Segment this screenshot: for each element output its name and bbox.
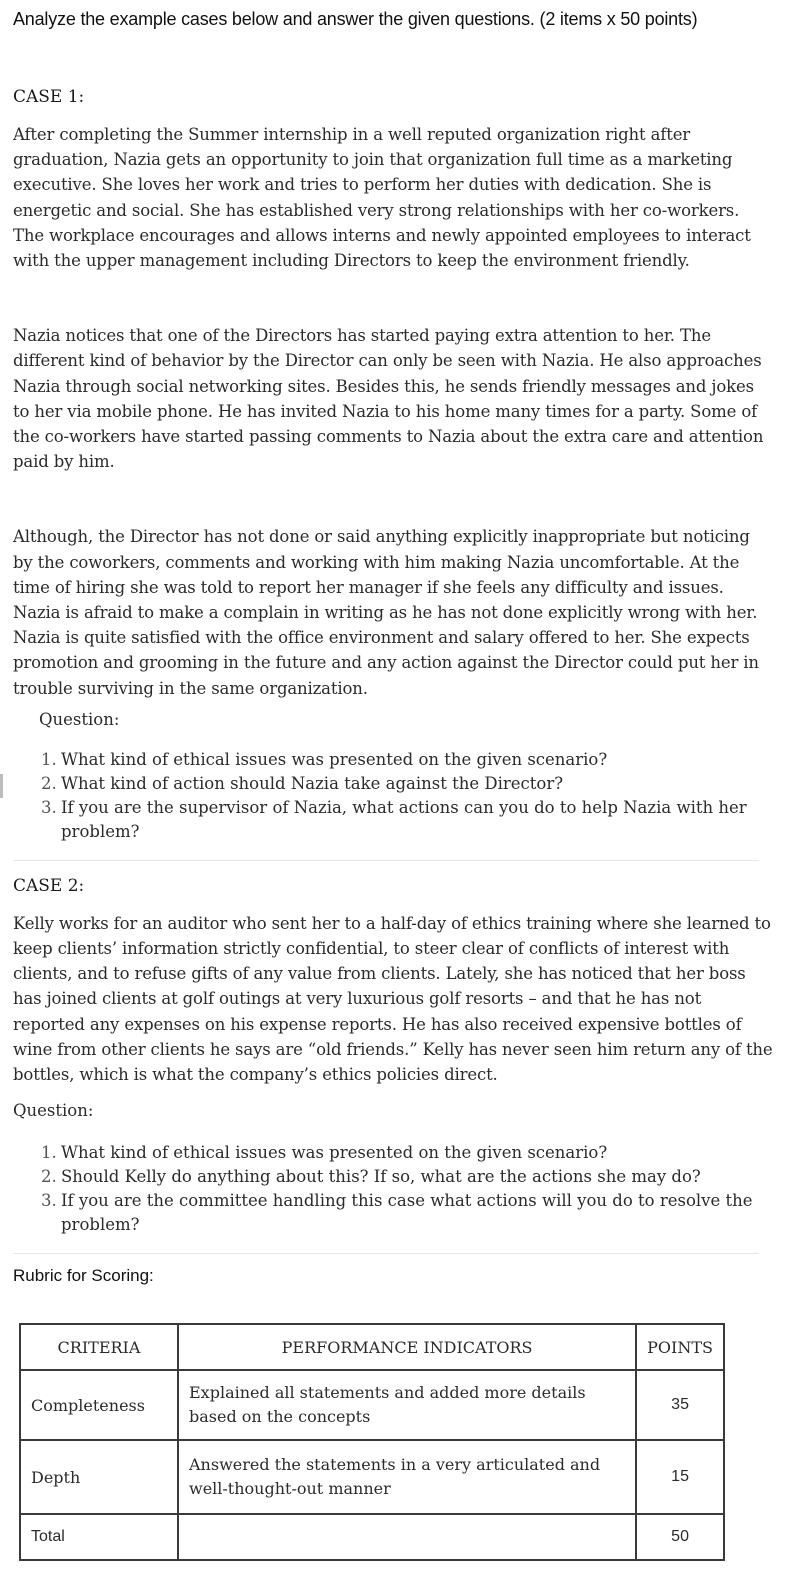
case2-paragraph: Kelly works for an auditor who sent her to a half-day of ethics training where she learned to keep clients’ information strictly confidential, to steer clear of conflicts of interest with clients, and to refuse gifts of any value from clients. Lately, she has noticed that her boss has joined clients at golf outings at very luxurious golf resorts – and that he has not reported any expenses on his expense reports. He has also received expensive bottles of wine from other clients he says are “old friends.” Kelly has never seen him return any of the bottles, which is what the company’s ethics policies direct.	[13, 913, 773, 1085]
indicator-cell: Answered the statements in a very articulated and well-thought-out manner	[178, 1440, 636, 1514]
indicators-header: PERFORMANCE INDICATORS	[178, 1324, 636, 1370]
total-label: Total	[20, 1514, 178, 1560]
case1-paragraph-2: Nazia notices that one of the Directors has started paying extra attention to her. The different kind of behavior by the Director can only be seen with Nazia. He also approaches Nazia through social networking sites. Besides this, he sends friendly messages and jokes to her via mobile phone. He has invited Nazia to his home many times for a party. Some of the co-workers have started passing comments to Nazia about the extra care and attention paid by him.	[13, 326, 764, 472]
rubric-table	[19, 1323, 725, 1561]
rubric-label: Rubric for Scoring:	[13, 1266, 154, 1286]
list-item: 2. Should Kelly do anything about this? If so, what are the actions she may do?	[41, 1167, 701, 1187]
case2-question-label: Question:	[13, 1101, 94, 1121]
page-heading: Analyze the example cases below and answer the given questions. (2 items x 50 points)	[13, 9, 698, 29]
criteria-cell: Depth	[20, 1440, 178, 1514]
list-item: 3. If you are the committee handling this case what actions will you do to resolve the problem?	[41, 1191, 753, 1235]
criteria-cell: Completeness	[20, 1370, 178, 1440]
points-cell: 35	[636, 1370, 724, 1440]
list-item: 1. What kind of ethical issues was presented on the given scenario?	[41, 749, 608, 769]
table-row	[20, 1440, 724, 1514]
empty-cell	[178, 1514, 636, 1560]
criteria-header: CRITERIA	[20, 1324, 178, 1370]
document-page	[0, 8, 773, 1286]
divider	[13, 1253, 759, 1254]
case1-paragraph-3: Although, the Director has not done or said anything explicitly inappropriate but noticing by the coworkers, comments and working with him making Nazia uncomfortable. At the time of hiring she was told to report her manager if she feels any difficulty and issues. Nazia is afraid to make a complain in writing as he has not done explicitly wrong with her. Nazia is quite satisfied with the office environment and salary offered to her. She expects promotion and grooming in the future and any action against the Director could put her in trouble surviving in the same organization.	[13, 527, 759, 698]
list-item: 3. If you are the supervisor of Nazia, what actions can you do to help Nazia with her problem?	[41, 797, 747, 841]
margin-marker	[0, 774, 3, 798]
case2-question-list	[41, 1141, 773, 1237]
total-row	[20, 1514, 724, 1560]
total-points: 50	[636, 1514, 724, 1560]
points-header: POINTS	[636, 1324, 724, 1370]
indicator-cell: Explained all statements and added more details based on the concepts	[178, 1370, 636, 1440]
divider	[13, 860, 759, 861]
table-row	[20, 1370, 724, 1440]
list-item: 2. What kind of action should Nazia take against the Director?	[41, 773, 564, 793]
case2-title: CASE 2:	[13, 875, 85, 896]
points-cell: 15	[636, 1440, 724, 1514]
list-item: 1. What kind of ethical issues was presented on the given scenario?	[41, 1143, 608, 1163]
case1-question-list	[41, 748, 773, 844]
case1-question-label: Question:	[39, 709, 120, 729]
table-header-row	[20, 1324, 724, 1370]
case1-title: CASE 1:	[13, 87, 85, 107]
case1-paragraph-1: After completing the Summer internship in a well reputed organization right after graduation, Nazia gets an opportunity to join that organization full time as a marketing executive. She loves her work and tries to perform her duties with dedication. She is energetic and social. She has established very strong relationships with her co-workers. The workplace encourages and allows interns and newly appointed employees to interact with the upper management including Directors to keep the environment friendly.	[13, 125, 751, 271]
